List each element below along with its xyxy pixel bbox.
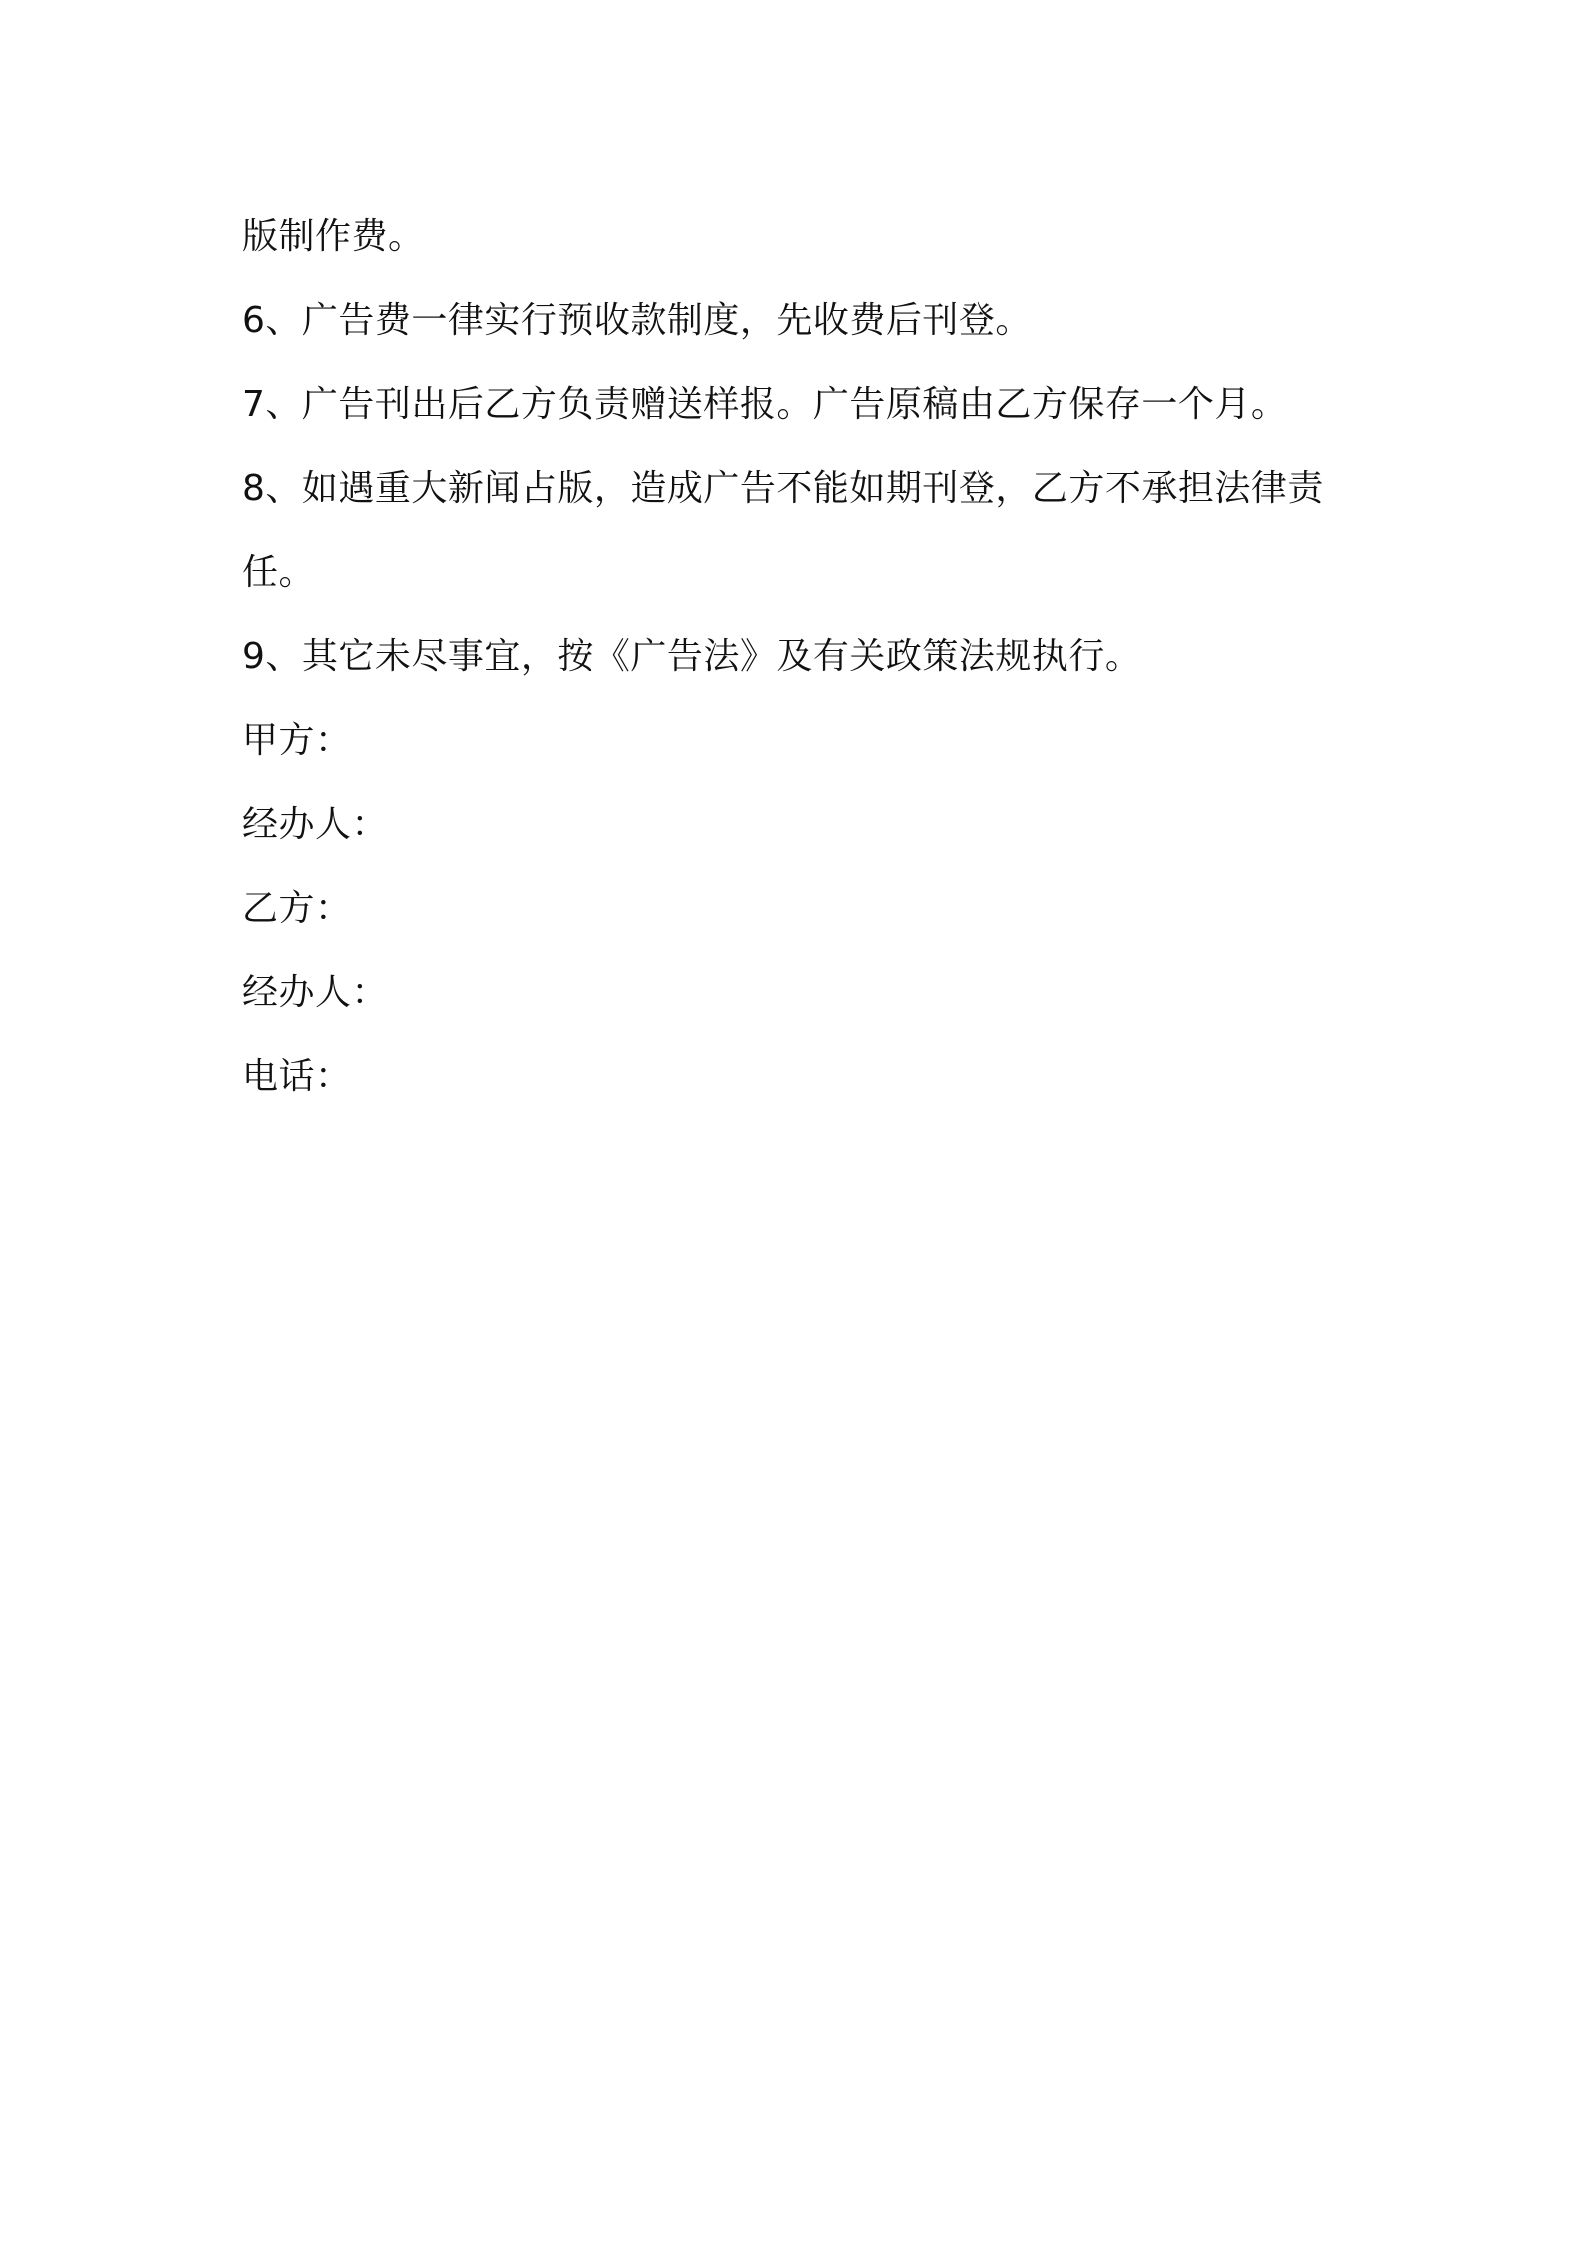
clause-8: 8、如遇重大新闻占版，造成广告不能如期刊登，乙方不承担法律责 [242, 468, 1324, 509]
document-body [242, 195, 1362, 1119]
clause-6: 6、广告费一律实行预收款制度，先收费后刊登。 [242, 300, 1032, 341]
paragraph-continuation: 版制作费。 [242, 216, 425, 257]
agent-b-label: 经办人： [242, 972, 389, 1013]
party-b-label: 乙方： [242, 888, 352, 929]
signature-block [242, 699, 1362, 1119]
clause-7: 7、广告刊出后乙方负责赠送样报。广告原稿由乙方保存一个月。 [242, 384, 1288, 425]
phone-label: 电话： [242, 1056, 352, 1097]
clause-9: 9、其它未尽事宜，按《广告法》及有关政策法规执行。 [242, 636, 1142, 677]
clause-8-continuation: 任。 [242, 552, 316, 593]
party-a-label: 甲方： [242, 720, 352, 761]
agent-a-label: 经办人： [242, 804, 389, 845]
